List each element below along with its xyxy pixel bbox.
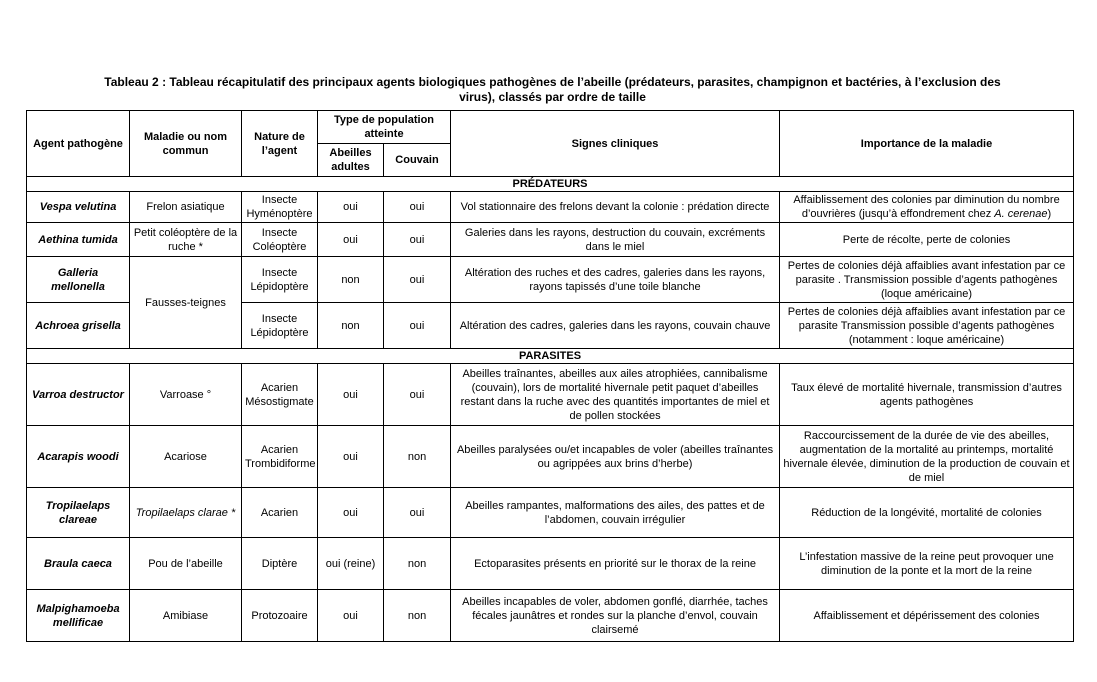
cell-importance: Perte de récolte, perte de colonies — [780, 223, 1074, 257]
cell-signes: Abeilles paralysées ou/et incapables de voler (abeilles traînantes ou agrippées aux brins d’herbe) — [451, 426, 780, 488]
cell-importance: L’infestation massive de la reine peut provoquer une diminution de la ponte et la mort de la reine — [780, 538, 1074, 590]
cell-agent: Achroea grisella — [27, 303, 130, 349]
caption-line-1: Tableau 2 : Tableau récapitulatif des principaux agents biologiques pathogènes de l’abeille (prédateurs, parasites, champignon et bactéries, à l’exclusion des — [104, 75, 1001, 89]
cell-maladie: Frelon asiatique — [130, 192, 242, 223]
cell-nature: Acarien — [242, 488, 318, 538]
section-parasites: PARASITES — [27, 349, 1074, 364]
caption-line-2: virus), classés par ordre de taille — [459, 90, 646, 104]
cell-nature: Insecte Lépidoptère — [242, 257, 318, 303]
cell-adultes: oui — [318, 223, 384, 257]
cell-agent: Malpighamoeba mellificae — [27, 590, 130, 642]
cell-adultes: oui — [318, 590, 384, 642]
cell-importance: Affaiblissement et dépérissement des colonies — [780, 590, 1074, 642]
cell-couvain: non — [384, 538, 451, 590]
table-row — [27, 426, 1074, 488]
cell-couvain: oui — [384, 192, 451, 223]
cell-signes: Vol stationnaire des frelons devant la colonie : prédation directe — [451, 192, 780, 223]
cell-couvain: oui — [384, 364, 451, 426]
table-caption — [100, 75, 1005, 105]
cell-signes: Altération des ruches et des cadres, galeries dans les rayons, rayons tapissés d’une toile blanche — [451, 257, 780, 303]
cell-signes: Altération des cadres, galeries dans les rayons, couvain chauve — [451, 303, 780, 349]
table-row — [27, 590, 1074, 642]
cell-agent: Tropilaelaps clareae — [27, 488, 130, 538]
cell-couvain: oui — [384, 257, 451, 303]
header-maladie: Maladie ou nom commun — [130, 111, 242, 177]
section-row — [27, 177, 1074, 192]
section-row — [27, 349, 1074, 364]
cell-maladie: Amibiase — [130, 590, 242, 642]
cell-nature: Insecte Lépidoptère — [242, 303, 318, 349]
cell-importance: Raccourcissement de la durée de vie des abeilles, augmentation de la mortalité au printemps, mortalité hivernale élevée, diminution de la production de couvain et de miel — [780, 426, 1074, 488]
table-row — [27, 364, 1074, 426]
cell-adultes: oui (reine) — [318, 538, 384, 590]
cell-importance: Pertes de colonies déjà affaiblies avant infestation par ce parasite Transmission possible d’agents pathogènes (notamment : loque américaine) — [780, 303, 1074, 349]
cell-couvain: oui — [384, 223, 451, 257]
header-couvain: Couvain — [384, 144, 451, 177]
cell-maladie: Varroase ° — [130, 364, 242, 426]
cell-adultes: oui — [318, 192, 384, 223]
cell-nature: Diptère — [242, 538, 318, 590]
cell-adultes: non — [318, 303, 384, 349]
cell-maladie: Petit coléoptère de la ruche * — [130, 223, 242, 257]
cell-agent: Vespa velutina — [27, 192, 130, 223]
header-agent: Agent pathogène — [27, 111, 130, 177]
cell-importance: Taux élevé de mortalité hivernale, transmission d’autres agents pathogènes — [780, 364, 1074, 426]
cell-nature: Acarien Trombidiforme — [242, 426, 318, 488]
table-row — [27, 257, 1074, 303]
cell-importance: Réduction de la longévité, mortalité de colonies — [780, 488, 1074, 538]
cell-nature: Insecte Coléoptère — [242, 223, 318, 257]
cell-couvain: oui — [384, 488, 451, 538]
cell-adultes: oui — [318, 364, 384, 426]
cell-couvain: oui — [384, 303, 451, 349]
cell-agent: Braula caeca — [27, 538, 130, 590]
cell-signes: Abeilles traînantes, abeilles aux ailes atrophiées, cannibalisme (couvain), lors de mortalité hivernale petit paquet d’abeilles restant dans la ruche avec des quantités importantes de miel et de pollen stockées — [451, 364, 780, 426]
table-row — [27, 538, 1074, 590]
cell-signes: Galeries dans les rayons, destruction du couvain, excréments dans le miel — [451, 223, 780, 257]
table-row — [27, 192, 1074, 223]
importance-species: A. cerenae — [994, 208, 1048, 220]
cell-importance — [780, 192, 1074, 223]
cell-maladie: Acariose — [130, 426, 242, 488]
header-adultes: Abeilles adultes — [318, 144, 384, 177]
section-predateurs: PRÉDATEURS — [27, 177, 1074, 192]
cell-signes: Abeilles rampantes, malformations des ailes, des pattes et de l’abdomen, couvain irrégulier — [451, 488, 780, 538]
cell-agent: Acarapis woodi — [27, 426, 130, 488]
cell-adultes: oui — [318, 488, 384, 538]
cell-nature: Insecte Hyménoptère — [242, 192, 318, 223]
cell-couvain: non — [384, 590, 451, 642]
cell-nature: Acarien Mésostigmate — [242, 364, 318, 426]
cell-importance: Pertes de colonies déjà affaiblies avant infestation par ce parasite . Transmission possible d’agents pathogènes (loque américaine) — [780, 257, 1074, 303]
cell-signes: Abeilles incapables de voler, abdomen gonflé, diarrhée, taches fécales jaunâtres et rondes sur la planche d’envol, couvain clairsemé — [451, 590, 780, 642]
cell-maladie: Fausses-teignes — [130, 257, 242, 349]
cell-agent: Galleria mellonella — [27, 257, 130, 303]
cell-couvain: non — [384, 426, 451, 488]
cell-agent: Aethina tumida — [27, 223, 130, 257]
cell-agent: Varroa destructor — [27, 364, 130, 426]
pathogen-table — [26, 110, 1074, 642]
header-importance: Importance de la maladie — [780, 111, 1074, 177]
cell-adultes: non — [318, 257, 384, 303]
importance-close: ) — [1047, 208, 1052, 220]
table-row — [27, 488, 1074, 538]
cell-signes: Ectoparasites présents en priorité sur le thorax de la reine — [451, 538, 780, 590]
cell-nature: Protozoaire — [242, 590, 318, 642]
cell-maladie: Tropilaelaps clarae * — [130, 488, 242, 538]
table-row — [27, 223, 1074, 257]
importance-text: Affaiblissement des colonies par diminution du nombre d’ouvrières (jusqu’à effondrement chez — [793, 194, 1060, 220]
cell-adultes: oui — [318, 426, 384, 488]
cell-maladie: Pou de l’abeille — [130, 538, 242, 590]
header-nature: Nature de l’agent — [242, 111, 318, 177]
header-signes: Signes cliniques — [451, 111, 780, 177]
header-type-population: Type de population atteinte — [318, 111, 451, 144]
header-row — [27, 111, 1074, 144]
